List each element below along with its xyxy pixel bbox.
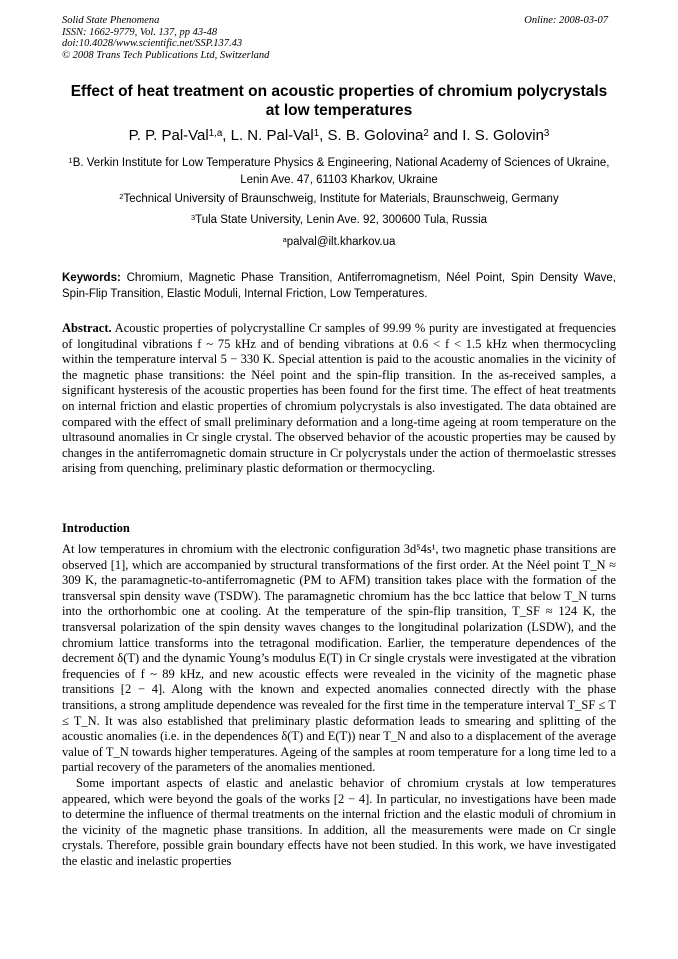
journal-issn: ISSN: 1662-9779, Vol. 137, pp 43-48 xyxy=(62,26,218,38)
affiliation-2: $^2$Technical University of Braunschweig, Institute for Materials, Braunschweig, Germany xyxy=(119,191,559,205)
author-4: I. S. Golovin$^3$ xyxy=(462,127,550,144)
online-date: Online: 2008-03-07 xyxy=(524,15,608,26)
introduction-body xyxy=(62,542,616,869)
affiliation-1: $^1$B. Verkin Institute for Low Temperature Physics & Engineering, National Academy of Sciences of Ukraine, Lenin Ave. 47, 61103 Kharkov, Ukraine xyxy=(68,155,610,186)
affiliation-3: $^3$Tula State University, Lenin Ave. 92, 300600 Tula, Russia xyxy=(190,212,488,226)
author-2: L. N. Pal-Val$^1$, xyxy=(230,127,328,144)
journal-header xyxy=(62,15,608,61)
journal-doi: doi:10.4028/www.scientific.net/SSP.137.43 xyxy=(62,38,243,49)
abstract xyxy=(62,321,616,477)
author-list xyxy=(62,127,616,145)
contact-email: $^a$palval@ilt.kharkov.ua xyxy=(282,234,396,248)
keywords-text: Chromium, Magnetic Phase Transition, Antiferromagnetism, Néel Point, Spin Density Wave, Spin-Flip Transition, Elastic Moduli, Internal Friction, Low Temperatures. xyxy=(62,272,616,300)
author-3: S. B. Golovina$^2$ and xyxy=(327,127,463,144)
intro-paragraph-1: At low temperatures in chromium with the electronic configuration 3d⁵4s¹, two magnetic phase transitions are observed [1], which are accompanied by structural transformations of the first order. At the Néel point T_N ≈ 309 K, the paramagnetic-to-antiferromagnetic (PM to AFM) transition takes place with the formation of the transversal spin density wave (TSDW). The paramagnetic chromium has the bcc lattice that below T_N turns into the orthorhombic one at cooling. At the temperature of the spin-flip transition, T_SF ≈ 124 K, the transversal polarization of the spin density waves changes to the longitudinal polarization (LSDW), and the chromium lattice transforms into the tetragonal modification. Earlier, the temperature dependences of the decrement δ(T) and the dynamic Young’s modulus E(T) in Cr single crystals were investigated at the vibration frequencies of f ~ 89 kHz, and new acoustic effects were revealed in the vicinity of the magnetic phase transitions [2 − 4]. Along with the known and expected anomalies connected directly with the phase transitions, a strong amplitude dependence was revealed for the first time in the temperature interval T_SF ≤ T ≤ T_N. It was also established that preliminary plastic deformation leads to smearing and splitting of the acoustic anomalies (i.e. in the dependences δ(T) and E(T)) near T_N and also to a displacement of the average value of T_N towards higher temperatures. Ageing of the samples at room temperature for a long time led to a partial recovery of the parameters of the anomalies mentioned. xyxy=(62,542,616,775)
keywords-label: Keywords: xyxy=(62,272,121,284)
intro-paragraph-2: Some important aspects of elastic and anelastic behavior of chromium crystals at low temperatures appeared, which were beyond the goals of the works [2 − 4]. In particular, no investigations have been made to determine the influence of thermal treatments on the internal friction and the elastic moduli of chromium in the vicinity of the magnetic phase transitions. In addition, all the measurements were made on Cr single crystals. Therefore, possible grain boundary effects have not been studied. In this work, we have investigated the elastic and inelastic properties xyxy=(62,775,616,868)
paper-title: Effect of heat treatment on acoustic properties of chromium polycrystals at low temperatures xyxy=(70,83,608,119)
keywords xyxy=(62,270,616,302)
journal-name: Solid State Phenomena xyxy=(62,15,160,26)
abstract-label: Abstract. xyxy=(62,321,112,335)
section-heading-introduction: Introduction xyxy=(62,521,130,535)
abstract-text: Acoustic properties of polycrystalline Cr samples of 99.99 % purity are investigated at frequencies of longitudinal vibrations f ~ 75 kHz and of bending vibrations at 0.6 < f < 1.5 kHz when thermocycling within the temperature interval 5 − 330 K. Special attention is paid to the acoustic anomalies in the vicinity of the magnetic phase transitions: the Néel point and the spin-flip transition. In the as-received samples, a significant hysteresis of the acoustic properties has been found for the first time. The effect of heat treatments on internal friction and elastic properties of chromium polycrystals is also investigated. The data obtained are compared with the effect of small preliminary deformation and a long-time ageing at room temperature on the ultrasound anomalies in Cr single crystal. The observed behavior of the acoustic properties may be caused by changes in the antiferromagnetic domain structure in Cr polycrystals under the action of thermoelastic stresses arising from quenching, preliminary plastic deformation or thermocycling. xyxy=(62,321,616,476)
journal-copyright: © 2008 Trans Tech Publications Ltd, Switzerland xyxy=(62,49,270,61)
author-1: P. P. Pal-Val$^{1,a}$, xyxy=(128,127,231,144)
